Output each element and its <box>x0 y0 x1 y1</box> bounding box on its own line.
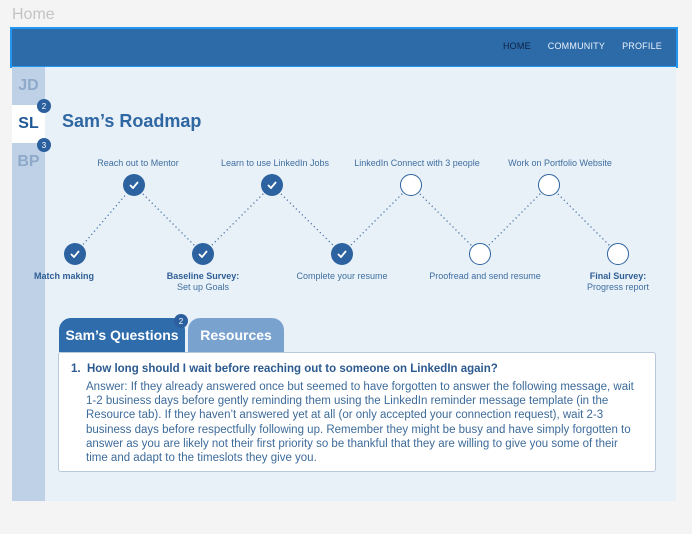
roadmap-step-4-node[interactable] <box>261 174 283 196</box>
roadmap-step-5-label: Complete your resume <box>296 271 388 281</box>
roadmap-step-2-label: Reach out to Mentor <box>97 158 179 168</box>
notification-badge: 3 <box>37 138 51 152</box>
check-icon <box>198 250 208 258</box>
nav-community[interactable]: COMMUNITY <box>547 41 606 51</box>
sidebar-item-label: BP <box>17 153 40 170</box>
roadmap-step-4-label: Learn to use LinkedIn Jobs <box>220 158 330 168</box>
check-icon <box>267 181 277 189</box>
check-icon <box>129 181 139 189</box>
question-title: 1. How long should I wait before reaching out to someone on LinkedIn again? <box>71 363 498 375</box>
roadmap-title: Sam’s Roadmap <box>62 111 202 131</box>
roadmap-step-8-label: Work on Portfolio Website <box>508 158 612 168</box>
roadmap-step-1-node[interactable] <box>64 243 86 265</box>
roadmap-step-3-label: Baseline Survey: Set up Goals <box>166 271 240 292</box>
page-label: Home <box>12 6 55 23</box>
questions-panel <box>58 352 656 472</box>
roadmap-step-8-node[interactable] <box>538 174 560 196</box>
roadmap-step-3-node[interactable] <box>192 243 214 265</box>
notification-badge: 2 <box>37 99 51 113</box>
roadmap-step-7-label: Proofread and send resume <box>429 271 541 281</box>
nav-menu <box>503 41 662 51</box>
roadmap-step-5-node[interactable] <box>331 243 353 265</box>
question-answer: Answer: If they already answered once but seemed to have forgotten to answer the following message, wait 1-2 business days before gently reminding them using the LinkedIn reminder message template (in the Resource tab). If they haven’t answered yet at all (or only accepted your connection request), wait 2-3 business days before respectfully following up. Remember they might be busy and have simply forgotten to answer as you are likely not their first priority so be thankful that they are willing to give you some of their time and adapt to the timeslots they give you. <box>86 381 634 465</box>
nav-home[interactable]: HOME <box>502 41 531 51</box>
tab-label: Sam’s Questions <box>65 327 179 343</box>
tab-sams-questions[interactable] <box>59 318 185 352</box>
roadmap-step-9-node[interactable] <box>607 243 629 265</box>
main-content <box>12 67 676 501</box>
questions-count-badge: 2 <box>174 314 188 328</box>
top-navbar <box>10 27 678 68</box>
sidebar-item-label: SL <box>18 115 39 132</box>
tab-label: Resources <box>200 327 272 343</box>
roadmap-step-9-label: Final Survey: Progress report <box>586 271 650 292</box>
roadmap-step-6-node[interactable] <box>400 174 422 196</box>
roadmap-step-6-label: LinkedIn Connect with 3 people <box>354 158 480 168</box>
check-icon <box>70 250 80 258</box>
roadmap-step-7-node[interactable] <box>469 243 491 265</box>
sidebar-item-label: JD <box>18 77 39 94</box>
nav-profile[interactable]: PROFILE <box>622 41 662 51</box>
roadmap-step-1-label: Match making <box>33 271 95 281</box>
tab-resources[interactable] <box>188 318 284 352</box>
roadmap-step-2-node[interactable] <box>123 174 145 196</box>
check-icon <box>337 250 347 258</box>
